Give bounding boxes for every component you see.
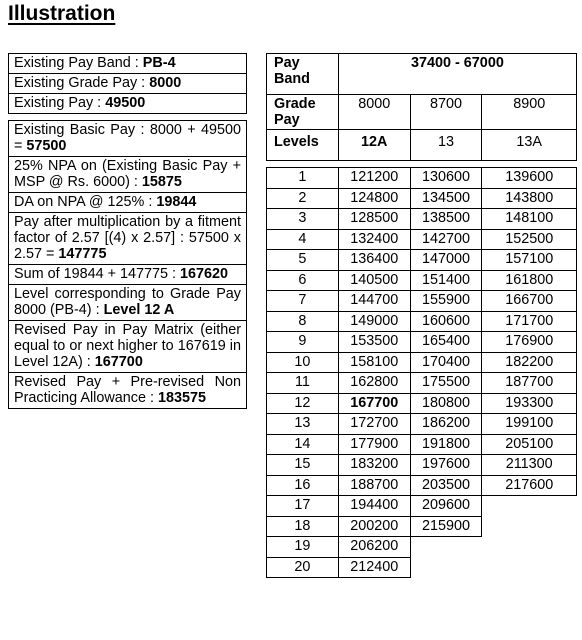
- calculation-row: [9, 94, 247, 114]
- pay-cell: 217600: [482, 475, 577, 496]
- pay-cell: 193300: [482, 393, 577, 414]
- pay-cell: 170400: [410, 352, 482, 373]
- pay-cell: 152500: [482, 229, 577, 250]
- pay-cell: 187700: [482, 373, 577, 394]
- pay-cell: 200200: [338, 516, 410, 537]
- pay-cell: 149000: [338, 311, 410, 332]
- level-index-cell: 16: [267, 475, 339, 496]
- calculation-value: 167620: [180, 266, 229, 282]
- page-title: Illustration: [8, 2, 116, 25]
- calculation-text: Revised Pay + Pre-revised Non Practicing Allowance :: [14, 374, 241, 406]
- calculation-row: [9, 285, 247, 321]
- calculation-text: Existing Pay :: [14, 95, 106, 111]
- pay-cell: 140500: [338, 270, 410, 291]
- calculation-value: 8000: [149, 75, 182, 91]
- pay-cell: 148100: [482, 209, 577, 230]
- level-index-cell: 14: [267, 434, 339, 455]
- calculation-text: Existing Grade Pay :: [14, 75, 150, 91]
- empty-cell: [482, 557, 577, 578]
- calculation-row: [9, 74, 247, 94]
- pay-cell: 188700: [338, 475, 410, 496]
- calculation-text: Sum of 19844 + 147775 :: [14, 266, 181, 282]
- matrix-row: [267, 311, 577, 332]
- pay-cell: 153500: [338, 332, 410, 353]
- pay-cell: 139600: [482, 168, 577, 189]
- spacer-row: [9, 114, 247, 121]
- level-cell: 13A: [482, 130, 577, 161]
- pay-cell: 128500: [338, 209, 410, 230]
- level-index-cell: 18: [267, 516, 339, 537]
- pay-cell: 176900: [482, 332, 577, 353]
- pay-cell: 206200: [338, 537, 410, 558]
- matrix-row: [267, 332, 577, 353]
- pay-cell: 175500: [410, 373, 482, 394]
- calculation-cell: [9, 213, 247, 265]
- pay-cell: 209600: [410, 496, 482, 517]
- matrix-row: [267, 209, 577, 230]
- matrix-row: [267, 373, 577, 394]
- pay-cell: 124800: [338, 188, 410, 209]
- level-index-cell: 15: [267, 455, 339, 476]
- pay-cell: 205100: [482, 434, 577, 455]
- matrix-row: [267, 434, 577, 455]
- pay-cell: 182200: [482, 352, 577, 373]
- grade-pay-cell: 8000: [338, 95, 410, 130]
- calculation-cell: [9, 157, 247, 193]
- matrix-row: [267, 496, 577, 517]
- matrix-row: [267, 475, 577, 496]
- calculation-cell: [9, 373, 247, 409]
- spacer-row: [267, 161, 577, 168]
- pay-cell: 144700: [338, 291, 410, 312]
- matrix-row: [267, 229, 577, 250]
- matrix-row: [267, 352, 577, 373]
- level-index-cell: 7: [267, 291, 339, 312]
- revised-pay-cell: 167700: [338, 393, 410, 414]
- calculation-text: 25% NPA on (Existing Basic Pay + MSP @ Rs. 6000) :: [14, 158, 241, 190]
- pay-cell: 166700: [482, 291, 577, 312]
- level-index-cell: 4: [267, 229, 339, 250]
- pay-band-label: Pay Band: [267, 54, 339, 95]
- level-cell: 13: [410, 130, 482, 161]
- level-index-cell: 20: [267, 557, 339, 578]
- pay-cell: 142700: [410, 229, 482, 250]
- grade-pay-cell: 8900: [482, 95, 577, 130]
- pay-cell: 155900: [410, 291, 482, 312]
- pay-cell: 194400: [338, 496, 410, 517]
- calculation-cell: [9, 193, 247, 213]
- empty-cell: [482, 537, 577, 558]
- pay-cell: 180800: [410, 393, 482, 414]
- pay-cell: 191800: [410, 434, 482, 455]
- calculation-row: [9, 265, 247, 285]
- calculation-row: [9, 157, 247, 193]
- level-index-cell: 1: [267, 168, 339, 189]
- level-index-cell: 5: [267, 250, 339, 271]
- matrix-row: [267, 414, 577, 435]
- matrix-row: [267, 168, 577, 189]
- calculation-row: [9, 193, 247, 213]
- level-index-cell: 11: [267, 373, 339, 394]
- level-index-cell: 17: [267, 496, 339, 517]
- calculation-cell: [9, 321, 247, 373]
- pay-cell: 215900: [410, 516, 482, 537]
- calculation-text: DA on NPA @ 125% :: [14, 194, 157, 210]
- calculation-text: Existing Basic Pay : 8000 + 49500 =: [14, 122, 241, 154]
- matrix-row: [267, 291, 577, 312]
- pay-cell: 183200: [338, 455, 410, 476]
- pay-cell: 161800: [482, 270, 577, 291]
- calculation-value: 183575: [157, 390, 207, 406]
- calculation-cell: [9, 74, 247, 94]
- matrix-row: [267, 537, 577, 558]
- matrix-row: [267, 250, 577, 271]
- calculation-value: 57500: [26, 138, 67, 154]
- pay-cell: 211300: [482, 455, 577, 476]
- pay-band-row: [267, 54, 577, 95]
- calculation-text: Pay after multiplication by a fitment factor of 2.57 [(4) x 2.57] : 57500 x 2.57 =: [14, 214, 241, 262]
- level-index-cell: 10: [267, 352, 339, 373]
- calculation-cell: [9, 265, 247, 285]
- matrix-row: [267, 188, 577, 209]
- pay-cell: 143800: [482, 188, 577, 209]
- matrix-row: [267, 516, 577, 537]
- pay-cell: 147000: [410, 250, 482, 271]
- empty-cell: [410, 557, 482, 578]
- empty-cell: [482, 516, 577, 537]
- calculation-row: [9, 321, 247, 373]
- level-index-cell: 19: [267, 537, 339, 558]
- pay-band-value: 37400 - 67000: [338, 54, 576, 95]
- matrix-row: [267, 455, 577, 476]
- matrix-row: [267, 270, 577, 291]
- level-index-cell: 2: [267, 188, 339, 209]
- empty-cell: [410, 537, 482, 558]
- calculation-value: Level 12 A: [103, 302, 175, 318]
- pay-matrix-table: [266, 53, 577, 578]
- matrix-row: [267, 393, 577, 414]
- pay-cell: 132400: [338, 229, 410, 250]
- pay-cell: 134500: [410, 188, 482, 209]
- calculation-table: [8, 53, 247, 409]
- pay-cell: 177900: [338, 434, 410, 455]
- level-index-cell: 3: [267, 209, 339, 230]
- calculation-cell: [9, 54, 247, 74]
- calculation-text: Level corresponding to Grade Pay 8000 (PB-4) :: [14, 286, 241, 318]
- calculation-row: [9, 213, 247, 265]
- pay-cell: 199100: [482, 414, 577, 435]
- pay-cell: 171700: [482, 311, 577, 332]
- pay-cell: 158100: [338, 352, 410, 373]
- calculation-row: [9, 121, 247, 157]
- calculation-row: [9, 54, 247, 74]
- calculation-cell: [9, 121, 247, 157]
- pay-cell: 151400: [410, 270, 482, 291]
- level-index-cell: 6: [267, 270, 339, 291]
- pay-cell: 160600: [410, 311, 482, 332]
- pay-cell: 130600: [410, 168, 482, 189]
- empty-cell: [482, 496, 577, 517]
- pay-cell: 186200: [410, 414, 482, 435]
- level-index-cell: 12: [267, 393, 339, 414]
- pay-cell: 162800: [338, 373, 410, 394]
- pay-cell: 165400: [410, 332, 482, 353]
- calculation-text: Revised Pay in Pay Matrix (either equal to or next higher to 167619 in Level 12A) :: [14, 322, 241, 370]
- calculation-cell: [9, 94, 247, 114]
- pay-cell: 121200: [338, 168, 410, 189]
- calculation-value: 167700: [94, 354, 143, 370]
- levels-row: [267, 130, 577, 161]
- pay-cell: 138500: [410, 209, 482, 230]
- grade-pay-label: Grade Pay: [267, 95, 339, 130]
- matrix-row: [267, 557, 577, 578]
- pay-cell: 212400: [338, 557, 410, 578]
- calculation-text: Existing Pay Band :: [14, 55, 143, 71]
- pay-cell: 157100: [482, 250, 577, 271]
- calculation-value: PB-4: [142, 55, 176, 71]
- calculation-row: [9, 373, 247, 409]
- levels-label: Levels: [267, 130, 339, 161]
- pay-cell: 197600: [410, 455, 482, 476]
- calculation-value: 147775: [58, 246, 107, 262]
- calculation-value: 49500: [105, 95, 146, 111]
- grade-pay-cell: 8700: [410, 95, 482, 130]
- level-cell: 12A: [338, 130, 410, 161]
- calculation-cell: [9, 285, 247, 321]
- pay-cell: 203500: [410, 475, 482, 496]
- calculation-value: 15875: [141, 174, 182, 190]
- pay-cell: 172700: [338, 414, 410, 435]
- grade-pay-row: [267, 95, 577, 130]
- level-index-cell: 8: [267, 311, 339, 332]
- pay-cell: 136400: [338, 250, 410, 271]
- level-index-cell: 13: [267, 414, 339, 435]
- calculation-value: 19844: [156, 194, 197, 210]
- level-index-cell: 9: [267, 332, 339, 353]
